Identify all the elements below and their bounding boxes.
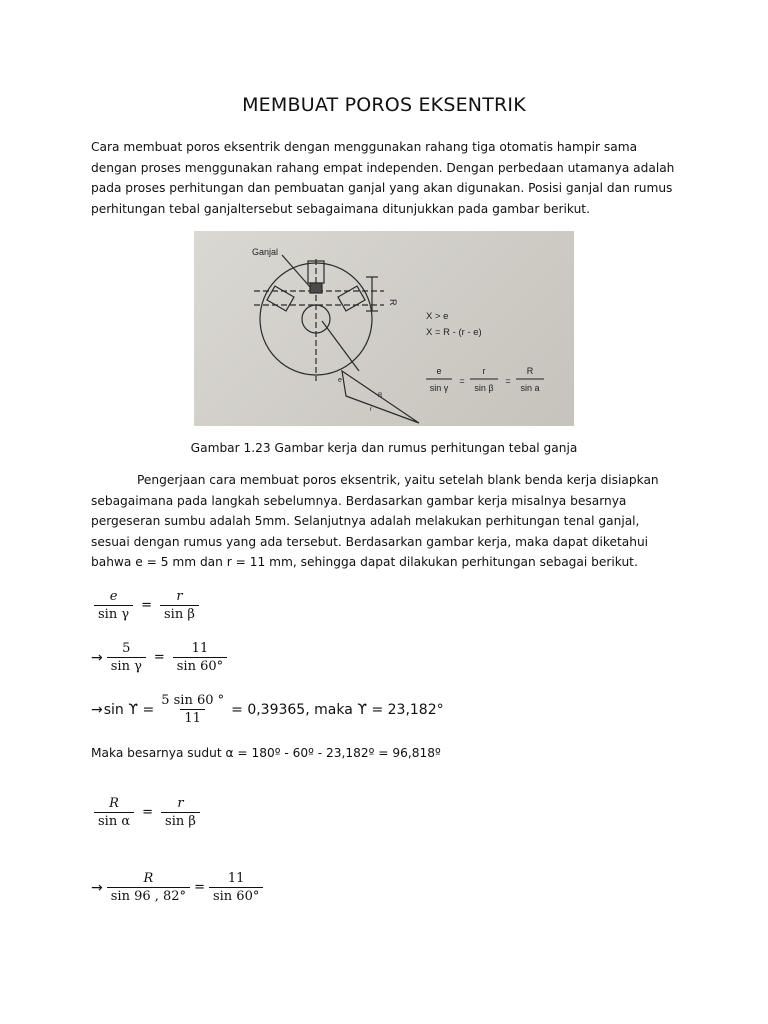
triangle-r-label: r — [370, 407, 372, 413]
fraction: $\frac{R}{\text{sin α}}$ — [94, 796, 134, 829]
ganjal-shim — [310, 283, 322, 293]
formula-x-equals: X = R - (r - e) — [426, 327, 482, 338]
fraction: $\frac{r}{\text{sin β}}$ — [160, 589, 199, 622]
arrow-icon: → — [91, 879, 103, 896]
dimension-label-R: R — [388, 299, 398, 306]
equation-substitution: → $\frac{5}{\text{sin γ}}$ = $\frac{11}{\sin 60^\circ}$ — [91, 641, 230, 674]
arrow-icon: → — [91, 701, 103, 718]
jaw-right — [338, 286, 365, 311]
formula-x-greater-e: X > e — [426, 311, 449, 322]
triangle-R-label: R — [378, 393, 383, 399]
frac1-den: sin γ — [429, 383, 449, 393]
equation-R-substitution: → $\frac{R}{\sin 96 , 82^\circ}$ = $\frac{11}{\sin 60^\circ}$ — [91, 871, 266, 904]
svg-text:=: = — [459, 376, 465, 386]
body-paragraph: Pengerjaan cara membuat poros eksentrik, yaitu setelah blank benda kerja disiapkan sebagaimana pada langkah sebelumnya. Berdasarkan gambar kerja misalnya besarnya pergeseran sumbu adalah 5mm. Selanjutnya adalah melakukan perhitungan tenal ganjal, sesuai dengan rumus yang ada tersebut. Berdasarkan gambar kerja, maka dapat diketahui bahwa e = 5 mm dan r = 11 mm, sehingga dapat dilakukan perhitungan sebagai berikut. — [91, 473, 659, 570]
fraction: $\frac{5}{\text{sin γ}}$ — [107, 641, 146, 674]
jaw-left — [267, 286, 294, 311]
figure-caption: Gambar 1.23 Gambar kerja dan rumus perhitungan tebal ganja — [190, 441, 578, 455]
fraction: $\frac{e}{\text{sin γ}}$ — [94, 589, 133, 622]
frac2-den: sin β — [474, 383, 494, 393]
ganjal-label: Ganjal — [252, 247, 279, 257]
triangle-e-label: e — [338, 377, 342, 384]
triangle-leader — [322, 321, 359, 371]
fraction: $\frac{11}{\sin 60^\circ}$ — [173, 641, 227, 674]
equation-sine-rule-R: $\frac{R}{\text{sin α}}$ = $\frac{r}{\text{sin β}}$ — [91, 796, 203, 829]
arrow-icon: → — [91, 649, 103, 666]
fraction: $\frac{11}{\sin 60^\circ}$ — [209, 871, 263, 904]
frac3-den: sin a — [520, 383, 540, 393]
frac3-num: R — [526, 366, 534, 376]
fraction: $\frac{r}{\text{sin β}}$ — [161, 796, 200, 829]
frac2-num: r — [482, 366, 486, 376]
frac1-num: e — [436, 366, 442, 376]
equation-sine-rule: $\frac{e}{\text{sin γ}}$ = $\frac{r}{\text{sin β}}$ — [91, 589, 202, 622]
svg-text:=: = — [505, 376, 511, 386]
alpha-result: Maka besarnya sudut α = 180º - 60º - 23,182º = 96,818º — [91, 746, 441, 760]
equation-sin-gamma: → sin ϒ = $\frac{5 \sin 60 ^\circ}{11}$ = 0,39365, maka ϒ = 23,182° — [91, 693, 444, 726]
working-drawing-figure — [194, 231, 574, 426]
page-title: MEMBUAT POROS EKSENTRIK — [242, 94, 526, 116]
intro-paragraph: Cara membuat poros eksentrik dengan menggunakan rahang tiga otomatis hampir sama dengan proses menggunakan rahang empat independen. Dengan perbedaan utamanya adalah pada proses perhitungan dan pembuatan ganjal yang akan digunakan. Posisi ganjal dan rumus perhitungan tebal ganjaltersebut sebagaimana ditunjukkan pada gambar berikut. — [91, 140, 675, 216]
fraction: $\frac{R}{\sin 96 , 82^\circ}$ — [107, 871, 190, 904]
figure-drawing — [194, 231, 574, 426]
fraction: $\frac{5 \sin 60 ^\circ}{11}$ — [161, 693, 225, 726]
